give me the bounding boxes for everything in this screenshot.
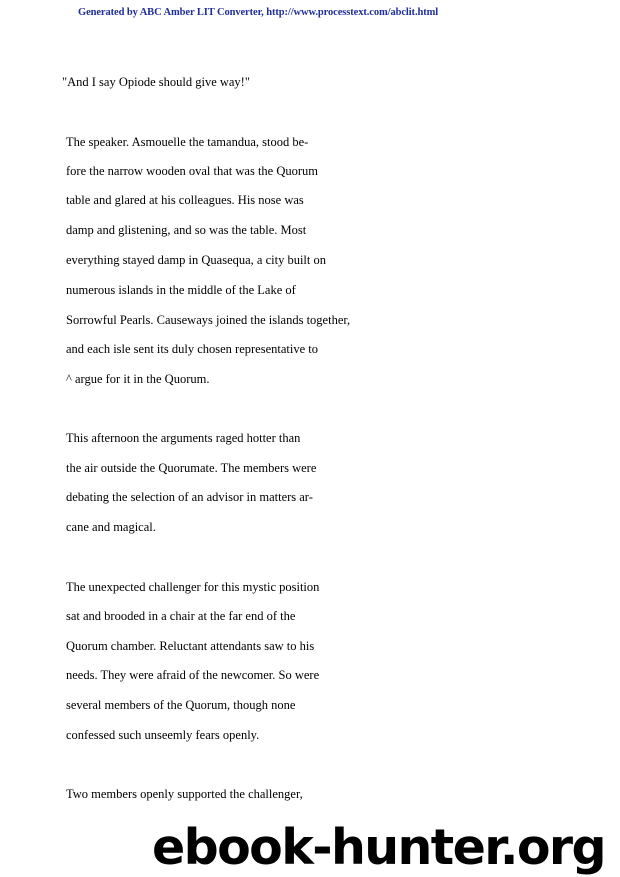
paragraph-line: cane and magical. xyxy=(66,520,156,534)
paragraph-line: Quorum chamber. Reluctant attendants saw to his xyxy=(66,639,315,653)
paragraph-line: Two members openly supported the challenger, xyxy=(66,787,303,801)
paragraph-line: everything stayed damp in Quasequa, a city built on xyxy=(66,253,327,267)
paragraph-line: Sorrowful Pearls. Causeways joined the islands together, xyxy=(66,313,351,327)
paragraph-line: The unexpected challenger for this mystic position xyxy=(66,580,320,594)
paragraph-line: "And I say Opiode should give way!" xyxy=(62,75,250,89)
paragraph-line: fore the narrow wooden oval that was the Quorum xyxy=(66,164,319,178)
paragraph-line: and each isle sent its duly chosen representative to xyxy=(66,342,319,356)
paragraph-line: numerous islands in the middle of the Lake of xyxy=(66,283,296,297)
paragraph-line: damp and glistening, and so was the table. Most xyxy=(66,223,307,237)
paragraph-line: sat and brooded in a chair at the far end of the xyxy=(66,609,296,623)
paragraph-line: table and glared at his colleagues. His nose was xyxy=(66,193,304,207)
paragraph-line: needs. They were afraid of the newcomer. So were xyxy=(66,668,320,682)
converter-header-link[interactable]: Generated by ABC Amber LIT Converter, http://www.processtext.com/abclit.html xyxy=(78,7,439,18)
paragraph-line: This afternoon the arguments raged hotter than xyxy=(66,431,301,445)
paragraph-line: confessed such unseemly fears openly. xyxy=(66,728,260,742)
watermark-text: ebook-hunter.org xyxy=(152,819,605,876)
paragraph-line: the air outside the Quorumate. The members were xyxy=(66,461,317,475)
paragraph-line: The speaker. Asmouelle the tamandua, stood be- xyxy=(66,135,309,149)
paragraph-line: debating the selection of an advisor in matters ar- xyxy=(66,490,313,504)
paragraph-line: ^ argue for it in the Quorum. xyxy=(66,372,210,386)
paragraph-line: several members of the Quorum, though none xyxy=(66,698,296,712)
